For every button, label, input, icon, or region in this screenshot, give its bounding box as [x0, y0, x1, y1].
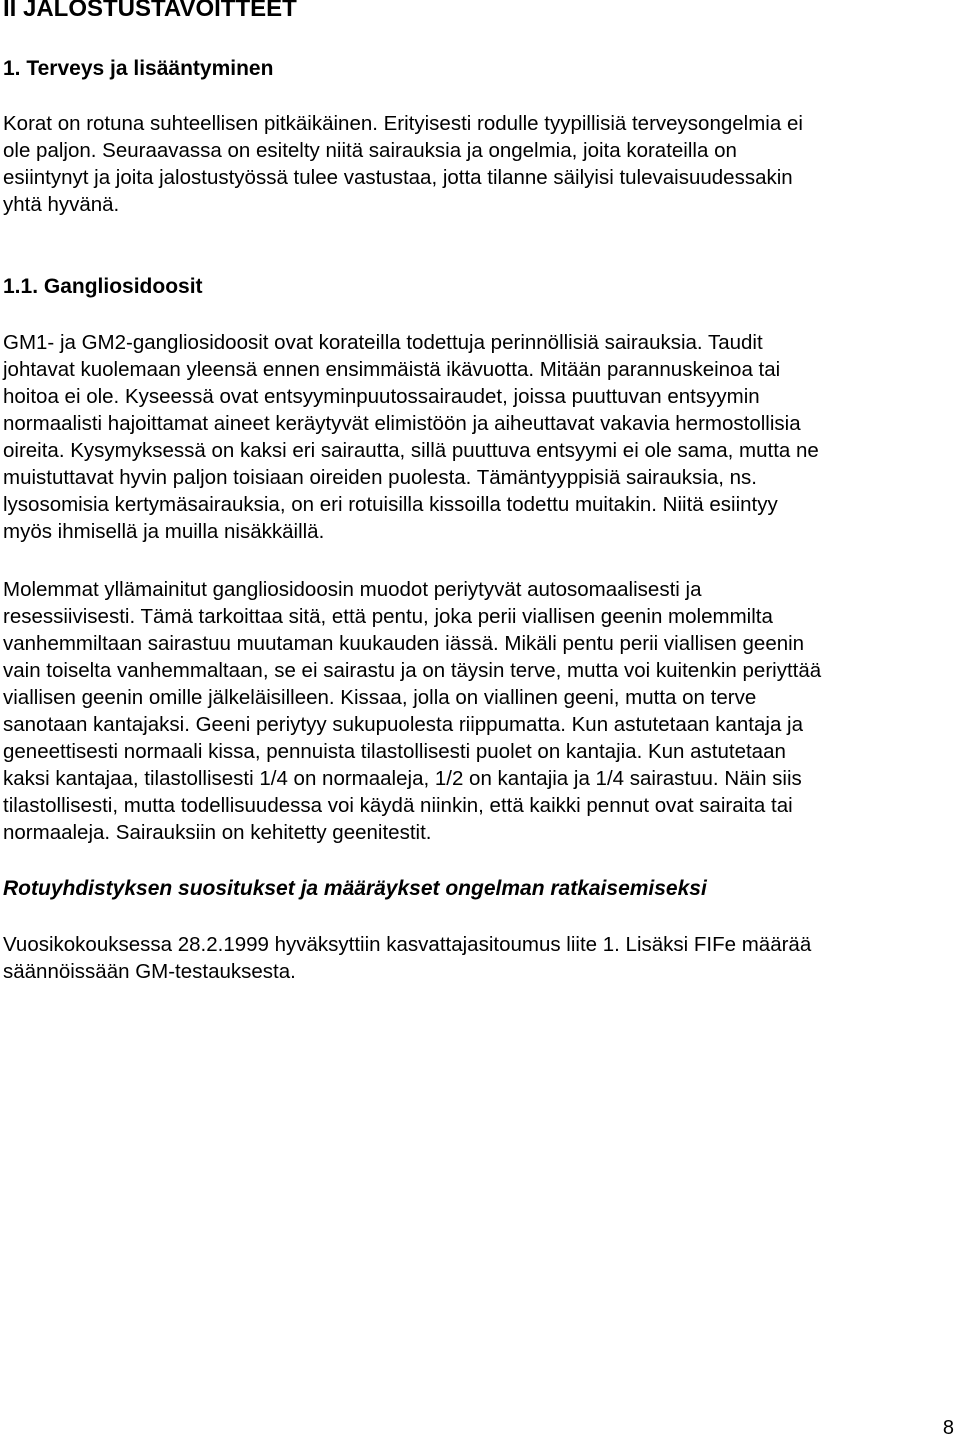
- gm-line: myös ihmisellä ja muilla nisäkkäillä.: [3, 520, 325, 543]
- page-number: 8: [942, 1417, 954, 1439]
- recommendations-heading: Rotuyhdistyksen suositukset ja määräykset ongelman ratkaisemiseksi: [3, 877, 707, 900]
- main-heading: II JALOSTUSTAVOITTEET: [3, 0, 297, 22]
- section-heading: 1. Terveys ja lisääntyminen: [3, 57, 274, 80]
- inheritance-line: normaaleja. Sairauksiin on kehitetty geenitestit.: [3, 821, 432, 844]
- inheritance-line: resessiivisesti. Tämä tarkoittaa sitä, että pentu, joka perii viallisen geenin molemmilta: [3, 605, 773, 628]
- intro-line: ole paljon. Seuraavassa on esitelty niitä sairauksia ja ongelmia, joita korateilla on: [3, 139, 737, 162]
- inheritance-line: sanotaan kantajaksi. Geeni periytyy sukupuolesta riippumatta. Kun astutetaan kantaja ja: [3, 713, 803, 736]
- inheritance-paragraph: [3, 576, 821, 846]
- recommendations-line: säännöissään GM-testauksesta.: [3, 960, 296, 983]
- subsection-heading: 1.1. Gangliosidoosit: [3, 275, 203, 298]
- inheritance-line: vanhemmiltaan sairastuu muutaman kuukauden iässä. Mikäli pentu perii viallisen geenin: [3, 632, 805, 655]
- inheritance-line: viallisen geenin omille jälkeläisilleen. Kissaa, jolla on viallinen geeni, mutta on terve: [3, 686, 757, 709]
- inheritance-line: tilastollisesti, mutta todellisuudessa voi käydä niinkin, että kaikki pennut ovat sairaita tai: [3, 794, 793, 817]
- intro-paragraph: [3, 110, 803, 218]
- inheritance-line: geneettisesti normaali kissa, pennuista tilastollisesti puolet on kantajia. Kun astutetaan: [3, 740, 786, 763]
- intro-line: yhtä hyvänä.: [3, 193, 120, 216]
- gm-line: hoitoa ei ole. Kyseessä ovat entsyyminpuutossairaudet, joissa puuttuvan entsyymin: [3, 385, 760, 408]
- recommendations-paragraph: [3, 931, 811, 985]
- intro-line: Korat on rotuna suhteellisen pitkäikäinen. Erityisesti rodulle tyypillisiä terveysongelmia ei: [3, 112, 803, 135]
- gm-line: normaalisti hajoittamat aineet keräytyvät elimistöön ja aiheuttavat vakavia hermostollisia: [3, 412, 801, 435]
- gm-line: lysosomisia kertymäsairauksia, on eri rotuisilla kissoilla todettu muitakin. Niitä esiintyy: [3, 493, 778, 516]
- gm-line: muistuttavat hyvin paljon toisiaan oireiden puolesta. Tämäntyyppisiä sairauksia, ns.: [3, 466, 757, 489]
- gm-line: oireita. Kysymyksessä on kaksi eri sairautta, sillä puuttuva entsyymi ei ole sama, mutta ne: [3, 439, 819, 462]
- recommendations-line: Vuosikokouksessa 28.2.1999 hyväksyttiin kasvattajasitoumus liite 1. Lisäksi FIFe määrää: [3, 933, 812, 956]
- inheritance-line: vain toiselta vanhemmaltaan, se ei sairastu ja on täysin terve, mutta voi kuitenkin periyttää: [3, 659, 822, 682]
- inheritance-line: Molemmat yllämainitut gangliosidoosin muodot periytyvät autosomaalisesti ja: [3, 578, 702, 601]
- gm-line: GM1- ja GM2-gangliosidoosit ovat korateilla todettuja perinnöllisiä sairauksia. Taudit: [3, 331, 763, 354]
- gangliosidosis-paragraph: [3, 329, 819, 545]
- inheritance-line: kaksi kantajaa, tilastollisesti 1/4 on normaaleja, 1/2 on kantajia ja 1/4 sairastuu. Näin siis: [3, 767, 802, 790]
- gm-line: johtavat kuolemaan yleensä ennen ensimmäistä ikävuotta. Mitään parannuskeinoa tai: [3, 358, 781, 381]
- intro-line: esiintynyt ja joita jalostustyössä tulee vastustaa, jotta tilanne säilyisi tulevaisuudessakin: [3, 166, 793, 189]
